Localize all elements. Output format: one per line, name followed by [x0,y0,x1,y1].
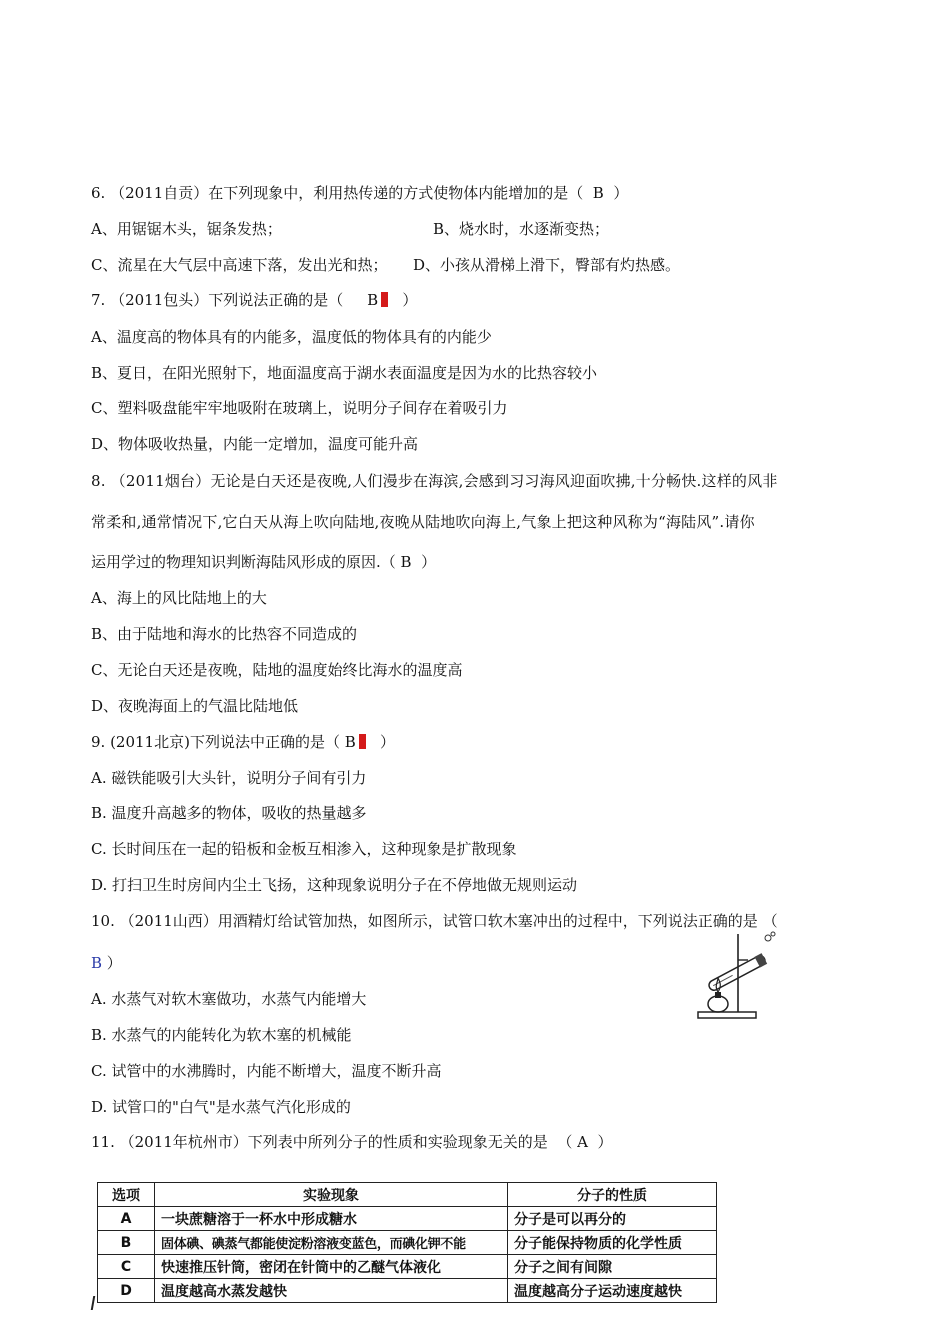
table-cell-option: C [98,1255,155,1279]
q7-stem-text: 7. （2011包头）下列说法正确的是（ B [91,291,379,309]
q10-option-d: D. 试管口的"白气"是水蒸气汽化形成的 [91,1098,351,1116]
q7-option-c: C、塑料吸盘能牢牢地吸附在玻璃上，说明分子间存在着吸引力 [91,399,508,417]
q8-option-d: D、夜晚海面上的气温比陆地低 [91,697,299,715]
table-header-row [98,1183,717,1207]
molecule-property-table [97,1182,717,1303]
q8-option-b: B、由于陆地和海水的比热容不同造成的 [91,625,358,643]
table-cell-property: 分子是可以再分的 [508,1207,717,1231]
table-cell-phenomenon: 一块蔗糖溶于一杯水中形成糖水 [155,1207,508,1231]
table-header-phenomenon: 实验现象 [155,1183,508,1207]
q6-option-d: D、小孩从滑梯上滑下，臀部有灼热感。 [413,256,681,274]
q7-stem-close: ） [388,291,418,309]
table-row [98,1279,717,1303]
table-row [98,1255,717,1279]
q9-stem-close: ） [365,733,396,751]
q10-option-b: B. 水蒸气的内能转化为软木塞的机械能 [91,1026,352,1044]
table-cell-option: A [98,1207,155,1231]
table-cell-phenomenon: 固体碘、碘蒸气都能使淀粉溶液变蓝色，而碘化钾不能 [155,1231,508,1255]
q9-option-c: C. 长时间压在一起的铅板和金板互相渗入，这种现象是扩散现象 [91,840,517,858]
q6-stem: 6. （2011自贡）在下列现象中，利用热传递的方式使物体内能增加的是（ B ） [91,184,629,202]
q6-option-c: C、流星在大气层中高速下落，发出光和热； [91,256,388,274]
q7-option-d: D、物体吸收热量，内能一定增加，温度可能升高 [91,435,419,453]
q6-option-b: B、烧水时，水逐渐变热； [433,220,610,238]
q6-option-a: A、用锯锯木头，锯条发热； [91,220,282,238]
q9-option-d: D. 打扫卫生时房间内尘土飞扬，这种现象说明分子在不停地做无规则运动 [91,876,578,894]
q7-stem [91,290,417,310]
table-row [98,1231,717,1255]
q8-option-c: C、无论白天还是夜晚，陆地的温度始终比海水的温度高 [91,661,463,679]
q8-option-a: A、海上的风比陆地上的大 [91,589,267,607]
table-cell-property: 分子能保持物质的化学性质 [508,1231,717,1255]
q9-stem [91,732,395,752]
table-cell-phenomenon: 快速推压针筒，密闭在针筒中的乙醚气体液化 [155,1255,508,1279]
table-cell-option: D [98,1279,155,1303]
table-header-option: 选项 [98,1183,155,1207]
q7-option-a: A、温度高的物体具有的内能多，温度低的物体具有的内能少 [91,328,492,346]
q8-stem-line2: 常柔和,通常情况下,它白天从海上吹向陆地,夜晚从陆地吹向海上,气象上把这种风称为“海陆风”.请你 [91,513,755,531]
q10-close: ） [102,954,122,972]
q9-option-a: A. 磁铁能吸引大头针，说明分子间有引力 [91,769,367,787]
q10-option-a: A. 水蒸气对软木塞做功，水蒸气内能增大 [91,990,367,1008]
table-row [98,1207,717,1231]
q10-stem-line1: 10. （2011山西）用酒精灯给试管加热，如图所示，试管口软木塞冲出的过程中，下列说法正确的是 （ [91,912,778,930]
table-cell-option: B [98,1231,155,1255]
table-cell-phenomenon: 温度越高水蒸发越快 [155,1279,508,1303]
table-header-property: 分子的性质 [508,1183,717,1207]
table-cell-property: 温度越高分子运动速度越快 [508,1279,717,1303]
q7-option-b: B、夏日，在阳光照射下，地面温度高于湖水表面温度是因为水的比热容较小 [91,364,598,382]
q10-answer: B [91,954,103,972]
red-highlight-mark [359,734,366,749]
test-tube-heating-apparatus-icon [694,930,776,1022]
pen-mark [91,1296,103,1310]
q9-stem-text: 9. (2011北京)下列说法中正确的是（ B [91,733,356,751]
table-cell-property: 分子之间有间隙 [508,1255,717,1279]
q9-option-b: B. 温度升高越多的物体，吸收的热量越多 [91,804,367,822]
q8-stem-line3: 运用学过的物理知识判断海陆风形成的原因.（ B ） [91,553,437,571]
q10-option-c: C. 试管中的水沸腾时，内能不断增大，温度不断升高 [91,1062,442,1080]
q8-stem-line1: 8. （2011烟台）无论是白天还是夜晚,人们漫步在海滨,会感到习习海风迎面吹拂,十分畅快.这样的风非 [91,472,778,490]
q10-stem-line2 [91,953,122,973]
q11-stem: 11. （2011年杭州市）下列表中所列分子的性质和实验现象无关的是 （ A ） [91,1133,613,1151]
